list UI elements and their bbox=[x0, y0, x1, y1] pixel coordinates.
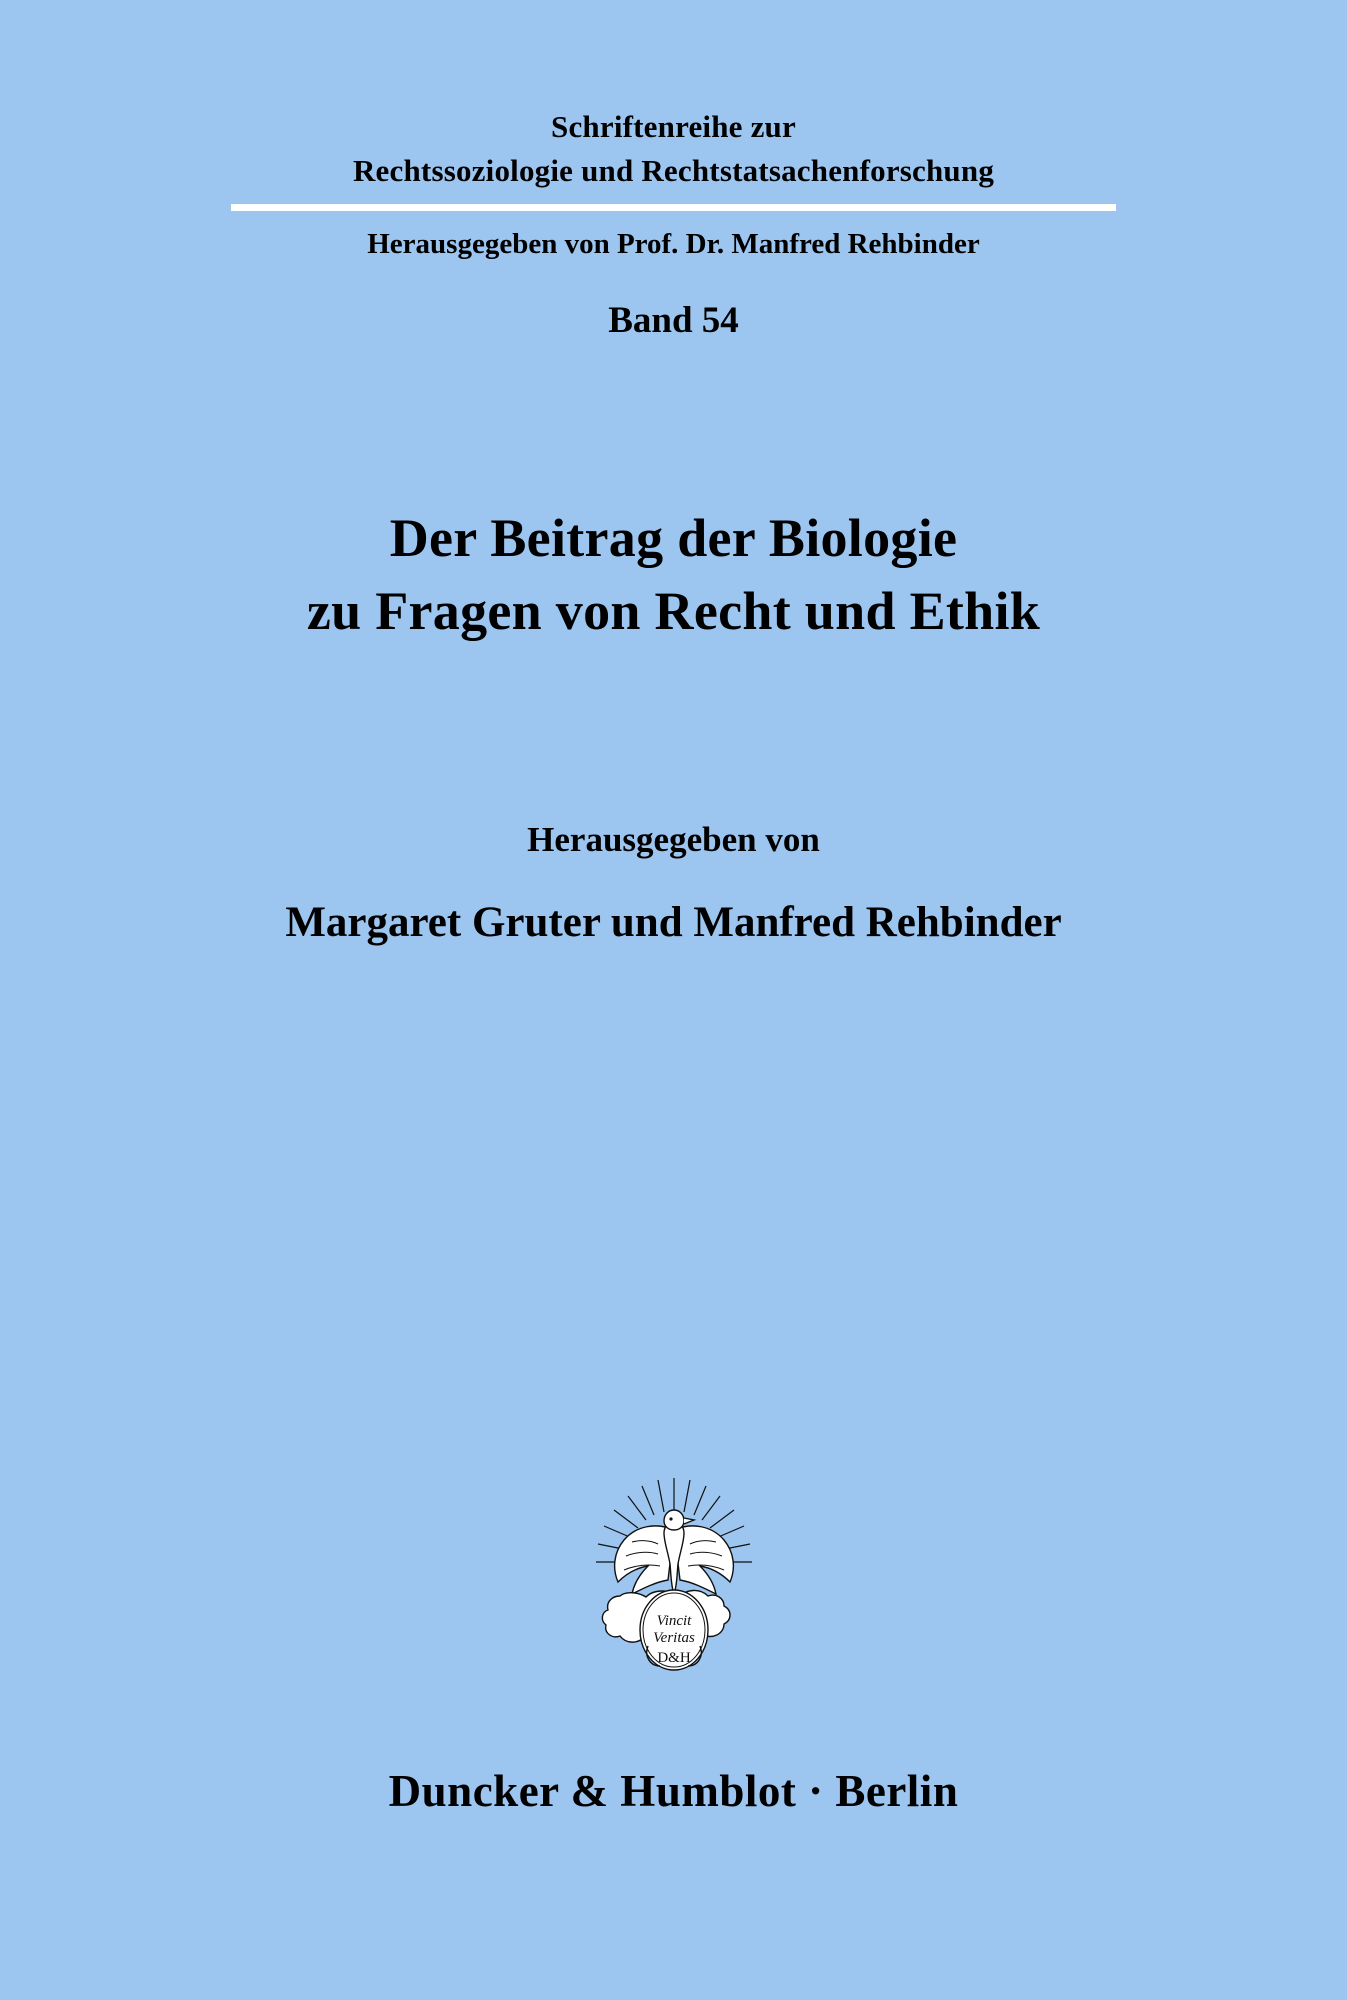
horizontal-rule bbox=[231, 204, 1116, 211]
publisher-logo-eagle-icon bbox=[574, 1470, 774, 1700]
editors-names: Margaret Gruter und Manfred Rehbinder bbox=[285, 899, 1062, 947]
book-title-line-1: Der Beitrag der Biologie bbox=[389, 507, 958, 568]
editors-label: Herausgegeben von bbox=[527, 820, 820, 860]
logo-motto-line-1: Vincit bbox=[656, 1613, 691, 1629]
series-title-line-1: Schriftenreihe zur bbox=[551, 109, 796, 144]
logo-initials: D&H bbox=[656, 1650, 691, 1666]
publisher-name: Duncker & Humblot · Berlin bbox=[388, 1766, 959, 1816]
volume-number: Band 54 bbox=[608, 299, 739, 341]
series-editor: Herausgegeben von Prof. Dr. Manfred Rehbinder bbox=[367, 228, 980, 261]
series-block bbox=[0, 105, 1347, 342]
series-title-line-2: Rechtssoziologie und Rechtstatsachenforschung bbox=[352, 153, 995, 189]
editors-block bbox=[0, 820, 1347, 947]
book-title-line-2: zu Fragen von Recht und Ethik bbox=[306, 580, 1041, 641]
title-block bbox=[0, 502, 1347, 648]
logo-motto-line-2: Veritas bbox=[652, 1630, 695, 1646]
